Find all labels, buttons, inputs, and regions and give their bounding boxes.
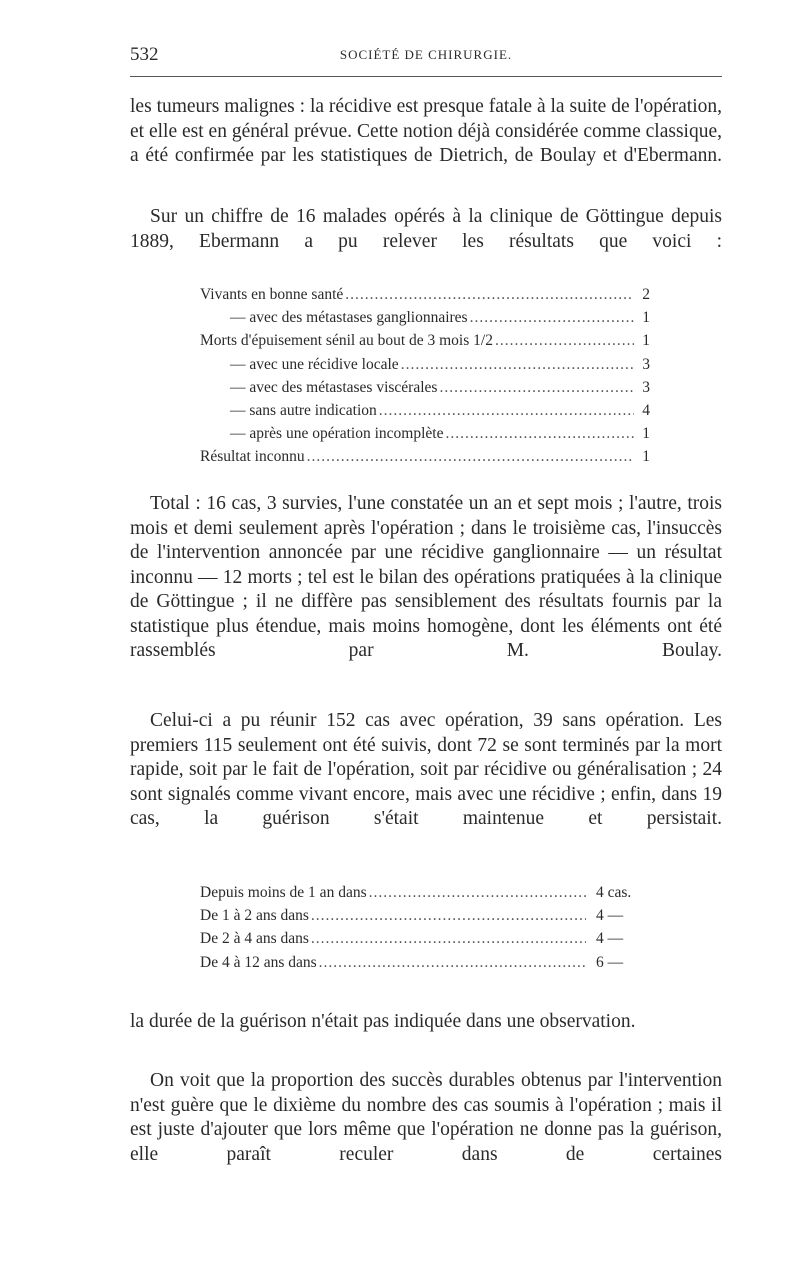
row-value: 3 — [642, 355, 650, 373]
paragraph-3: Total : 16 cas, 3 survies, l'une constatée un an et sept mois ; l'autre, trois mois et demi seulement après l'opération ; dans le troisième cas, l'insuccès de l'intervention annoncée par une récidive ganglionnaire — un résultat inconnu — 12 morts ; tel est le bilan des opérations pratiquées à la clinique de Göttingue ; il ne diffère pas sensiblement des résultats fournis par la statistique plus étendue, mais moins homogène, dont les éléments ont été rassemblés par M. Boulay. — [130, 493, 722, 661]
dot-leader — [311, 927, 586, 950]
row-label: — avec des métastases viscérales — [230, 378, 438, 396]
dot-leader — [307, 445, 634, 468]
page-header — [130, 44, 722, 66]
row-value: 4 cas. — [596, 884, 632, 901]
row-label: Depuis moins de 1 an dans — [200, 884, 367, 901]
dot-leader — [311, 904, 586, 927]
row-label: — après une opération incomplète — [230, 425, 444, 443]
row-value: 1 — [642, 309, 650, 327]
row-value: 2 — [642, 286, 650, 303]
dot-leader — [379, 399, 634, 422]
table-row — [200, 951, 656, 974]
row-label: — sans autre indication — [230, 402, 377, 420]
dot-leader — [401, 353, 634, 376]
row-label: Vivants en bonne santé — [200, 286, 344, 303]
table-row — [200, 306, 650, 329]
row-value: 4 — — [596, 907, 624, 925]
row-label: Résultat inconnu — [200, 448, 305, 466]
row-value: 1 — [642, 425, 650, 443]
duration-table — [200, 881, 656, 974]
table-row — [200, 904, 656, 927]
results-table — [200, 283, 650, 469]
table-row — [200, 283, 650, 306]
header-rule — [130, 76, 722, 77]
row-value: 3 — [642, 378, 650, 396]
paragraph-2: Sur un chiffre de 16 malades opérés à la clinique de Göttingue depuis 1889, Ebermann a pu relever les résultats que voici : — [130, 206, 722, 252]
dot-leader — [445, 422, 634, 445]
dot-leader — [345, 283, 634, 306]
table-row — [200, 927, 656, 950]
row-label: De 2 à 4 ans dans — [200, 930, 309, 948]
table-row — [200, 376, 650, 399]
paragraph-4: Celui-ci a pu réunir 152 cas avec opération, 39 sans opération. Les premiers 115 seulement ont été suivis, dont 72 se sont terminés par la mort rapide, soit par le fait de l'opération, soit par récidive ou généralisation ; 24 sont signalés comme vivant encore, mais avec une récidive ; enfin, dans 19 cas, la guérison s'était maintenue et persistait. — [130, 710, 722, 829]
dot-leader — [439, 376, 634, 399]
dot-leader — [319, 951, 586, 974]
dot-leader — [369, 881, 586, 904]
table-row — [200, 881, 656, 904]
table-row — [200, 353, 650, 376]
row-value: 6 — — [596, 953, 624, 971]
paragraph-6: On voit que la proportion des succès durables obtenus par l'intervention n'est guère que le dixième du nombre des cas soumis à l'opération ; mais il est juste d'ajouter que lors même que l'opération ne donne pas la guérison, elle paraît reculer dans de certaines — [130, 1070, 722, 1165]
page-number: 532 — [130, 44, 159, 65]
row-label: — avec des métastases ganglionnaires — [230, 309, 468, 327]
paragraph-1: les tumeurs malignes : la récidive est presque fatale à la suite de l'opération, et elle est en général prévue. Cette notion déjà considérée comme classique, a été confirmée par les statistiques de Dietrich, de Boulay et d'Ebermann. — [130, 96, 722, 166]
dot-leader — [495, 329, 634, 352]
table-row — [200, 329, 650, 352]
row-value: 1 — [642, 448, 650, 466]
row-value: 1 — [642, 332, 650, 350]
table-row — [200, 422, 650, 445]
row-value: 4 — — [596, 930, 624, 948]
row-label: — avec une récidive locale — [230, 355, 399, 373]
table-row — [200, 445, 650, 468]
row-value: 4 — [642, 402, 650, 420]
paragraph-5: la durée de la guérison n'était pas indiquée dans une observation. — [130, 1011, 636, 1032]
row-label: De 4 à 12 ans dans — [200, 953, 317, 971]
running-title: SOCIÉTÉ DE CHIRURGIE. — [339, 47, 513, 62]
table-row — [200, 399, 650, 422]
row-label: De 1 à 2 ans dans — [200, 907, 309, 925]
dot-leader — [470, 306, 634, 329]
row-label: Morts d'épuisement sénil au bout de 3 mois 1/2 — [200, 332, 493, 350]
